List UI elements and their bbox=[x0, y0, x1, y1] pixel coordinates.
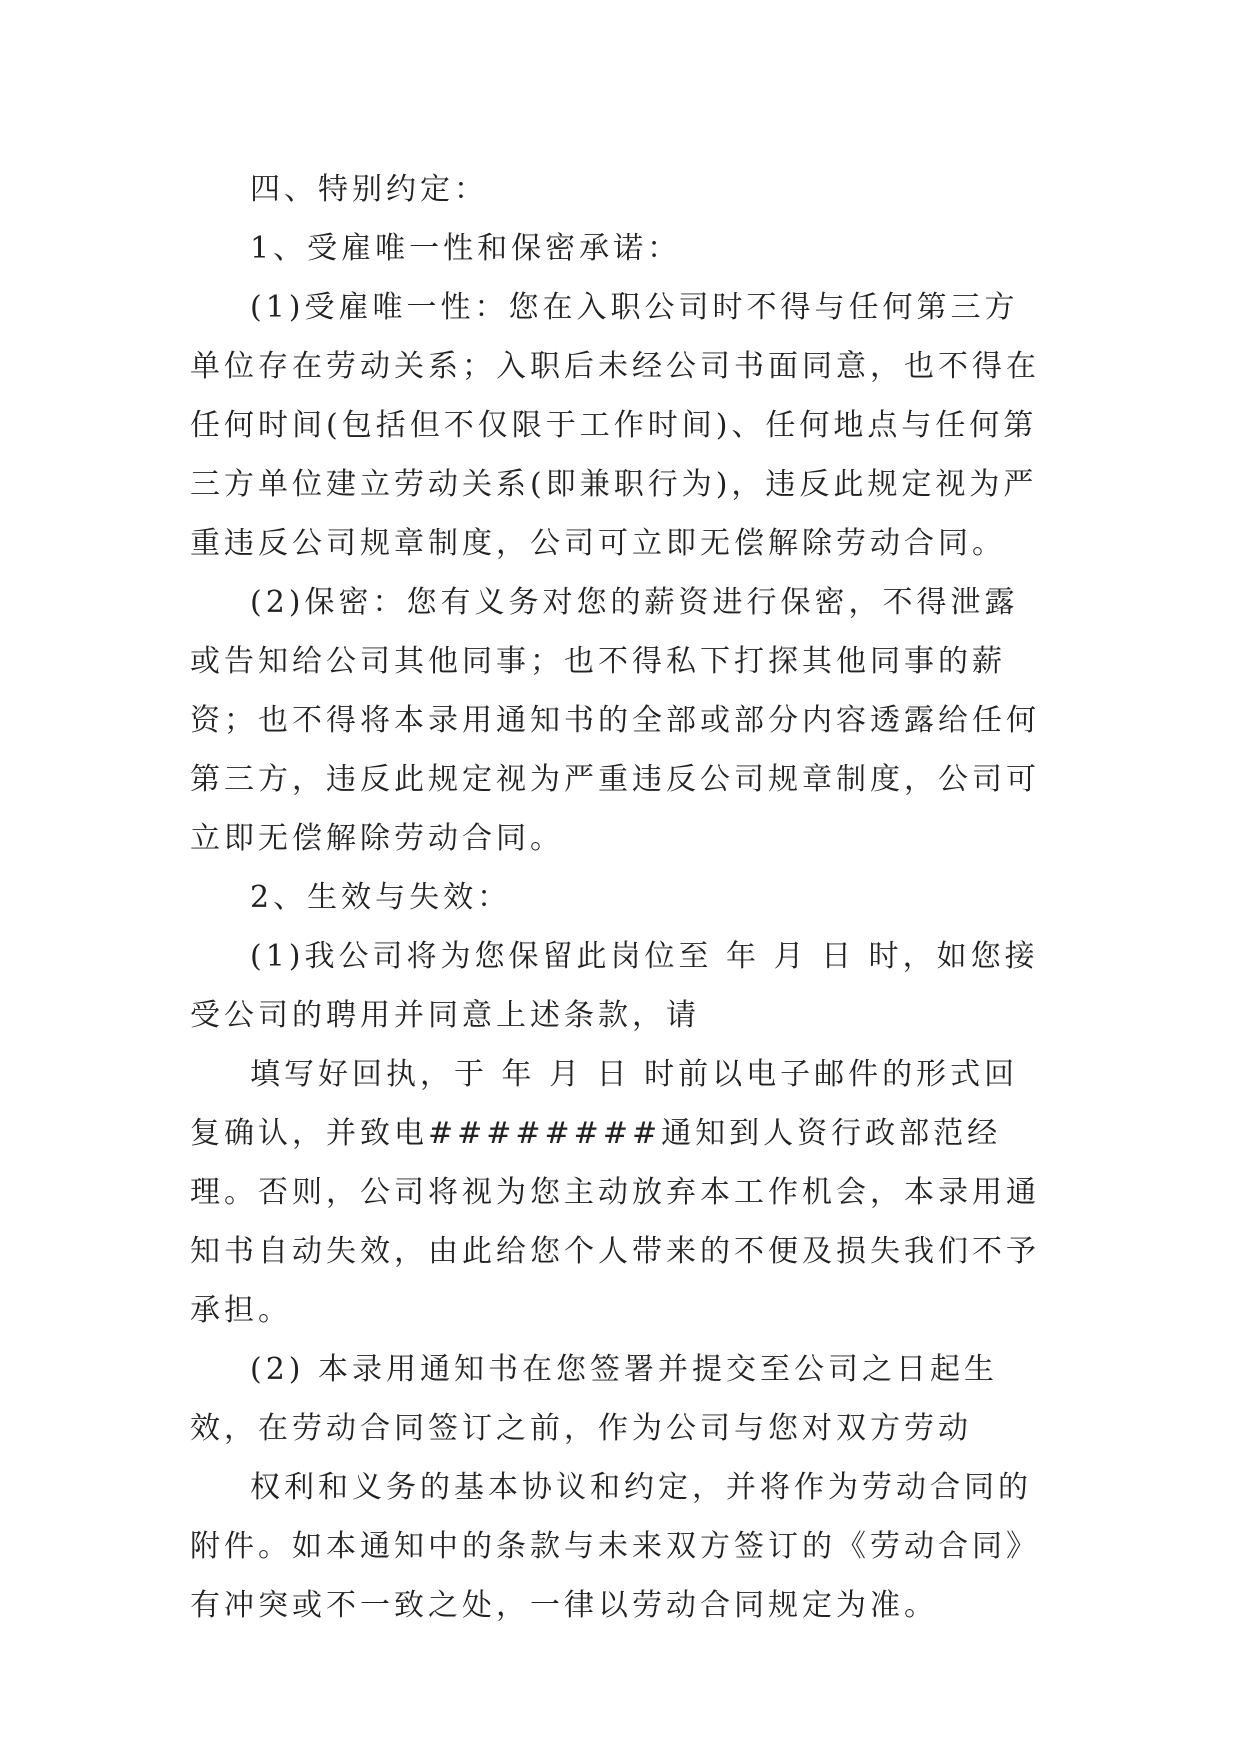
subsection-heading-employment-confidentiality: 1、受雇唯一性和保密承诺： bbox=[250, 231, 682, 266]
paragraph-confidentiality: (2)保密：您有义务对您的薪资进行保密，不得泄露或告知给公司其他同事；也不得私下打探其他同事的薪资；也不得将本录用通知书的全部或部分内容透露给任何第三方，违反此规定视为严重违反公司规章制度，公司可立即无偿解除劳动合同。 bbox=[190, 585, 1040, 856]
paragraph-position-reserved: (1)我公司将为您保留此岗位至 年 月 日 时，如您接受公司的聘用并同意上述条款，请 bbox=[190, 939, 1039, 1033]
document-body bbox=[190, 160, 1050, 1635]
paragraph-employment-exclusivity: (1)受雇唯一性：您在入职公司时不得与任何第三方单位存在劳动关系；入职后未经公司书面同意，也不得在任何时间(包括但不仅限于工作时间)、任何地点与任何第三方单位建立劳动关系(即兼职行为)，违反此规定视为严重违反公司规章制度，公司可立即无偿解除劳动合同。 bbox=[190, 290, 1040, 561]
section-heading-special-agreement: 四、特别约定： bbox=[250, 172, 488, 207]
subsection-heading-validity: 2、生效与失效： bbox=[250, 880, 512, 915]
paragraph-reply-confirmation: 填写好回执，于 年 月 日 时前以电子邮件的形式回复确认，并致电########通知到人资行政部范经理。否则，公司将视为您主动放弃本工作机会，本录用通知书自动失效，由此给您个人带来的不便及损失我们不予承担。 bbox=[190, 1057, 1040, 1328]
paragraph-rights-obligations: 权利和义务的基本协议和约定，并将作为劳动合同的附件。如本通知中的条款与未来双方签订的《劳动合同》有冲突或不一致之处，一律以劳动合同规定为准。 bbox=[190, 1470, 1040, 1623]
paragraph-effective-date: (2) 本录用通知书在您签署并提交至公司之日起生效，在劳动合同签订之前，作为公司与您对双方劳动 bbox=[190, 1352, 999, 1446]
